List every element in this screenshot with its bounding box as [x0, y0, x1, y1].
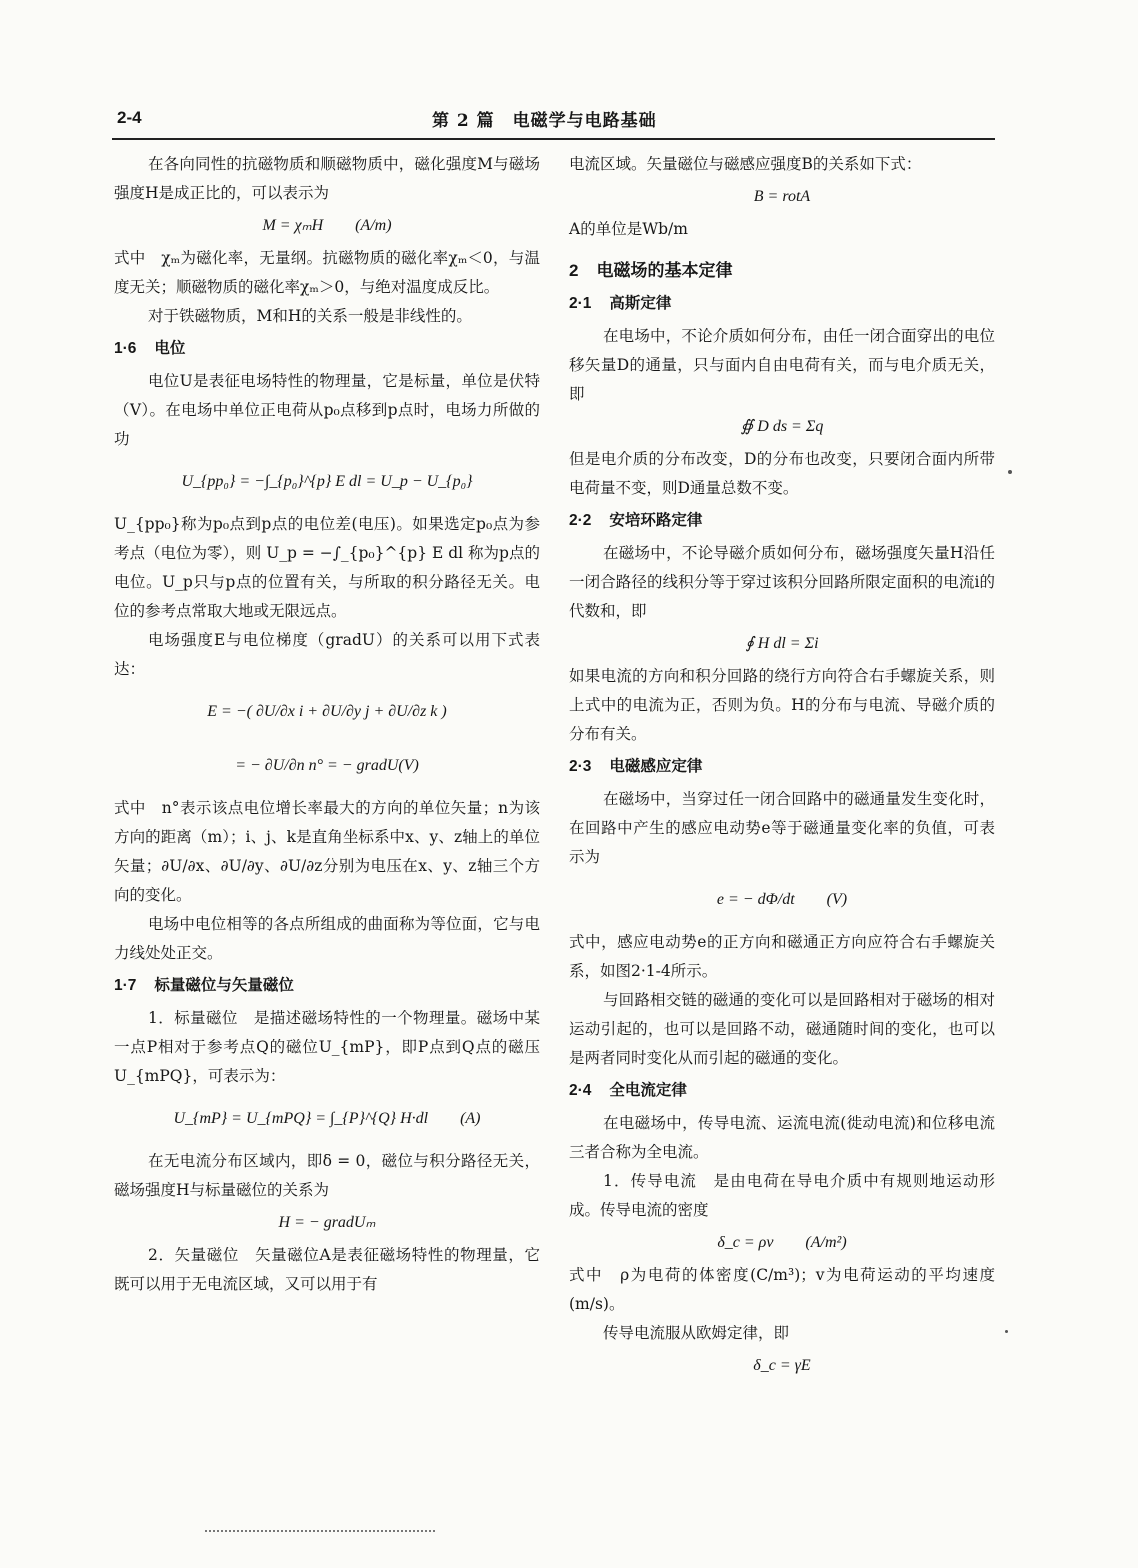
section-heading	[114, 970, 540, 1000]
section-title: 标量磁位与矢量磁位	[154, 975, 294, 994]
page-header	[0, 0, 1138, 150]
paragraph: 在各向同性的抗磁物质和顺磁物质中，磁化强度M与磁场强度H是成正比的，可以表示为	[114, 155, 540, 202]
paragraph: 电位U是表征电场特性的物理量，它是标量，单位是伏特（V）。在电场中单位正电荷从p₀点移到p点时，电场力所做的功	[114, 372, 540, 448]
section-heading	[114, 333, 540, 363]
left-column	[114, 150, 540, 1299]
section-title: 电磁感应定律	[609, 756, 703, 775]
running-title: 第 2 篇 电磁学与电路基础	[432, 111, 657, 131]
section-title: 安培环路定律	[609, 510, 703, 529]
section-number: 2·1	[569, 295, 592, 312]
paragraph: 与回路相交链的磁通的变化可以是回路相对于磁场的相对运动引起的，也可以是回路不动，磁通随时间的变化，也可以是两者同时变化从而引起的磁通的变化。	[569, 991, 995, 1067]
paragraph: 电场中电位相等的各点所组成的曲面称为等位面，它与电力线处处正交。	[114, 915, 540, 962]
equation: U_{mP} = U_{mPQ} = ∫_{P}^{Q} H·dl (A)	[173, 1110, 481, 1127]
paragraph: 如果电流的方向和积分回路的绕行方向符合右手螺旋关系，则上式中的电流为正，否则为负。H的分布与电流、导磁介质的分布有关。	[569, 667, 995, 743]
scan-artifact-line	[205, 1530, 435, 1532]
equation: U_{pp₀} = −∫_{p₀}^{p} E dl = U_p − U_{p₀}	[181, 473, 473, 490]
equation: H = − gradUₘ	[278, 1214, 376, 1231]
section-heading	[569, 256, 995, 286]
equation: ∮ H dl = Σi	[745, 635, 819, 652]
paragraph: 在无电流分布区域内，即δ = 0，磁位与积分路径无关，磁场强度H与标量磁位的关系为	[114, 1152, 540, 1199]
paragraph: 传导电流服从欧姆定律，即	[603, 1324, 790, 1342]
paragraph: 在磁场中，当穿过任一闭合回路中的磁通量发生变化时，在回路中产生的感应电动势e等于磁通量变化率的负值，可表示为	[569, 790, 995, 866]
scan-speck	[1005, 1330, 1008, 1333]
paragraph: 式中 ρ为电荷的体密度(C/m³)；v为电荷运动的平均速度(m/s)。	[569, 1266, 995, 1313]
right-column	[569, 150, 995, 1384]
section-number: 1·6	[114, 340, 137, 357]
section-title: 电位	[154, 338, 186, 357]
section-number: 2·2	[569, 512, 592, 529]
section-number: 2	[569, 261, 579, 280]
equation: M = χₘH (A/m)	[262, 217, 392, 234]
section-number: 2·4	[569, 1082, 592, 1099]
paragraph: 1．传导电流 是由电荷在导电介质中有规则地运动形成。传导电流的密度	[569, 1172, 995, 1219]
section-number: 2·3	[569, 758, 592, 775]
equation: δ_c = γE	[753, 1357, 811, 1374]
paragraph: 在电磁场中，传导电流、运流电流(徙动电流)和位移电流三者合称为全电流。	[569, 1114, 995, 1161]
scan-speck	[1008, 470, 1012, 474]
section-heading	[569, 288, 995, 318]
paragraph: 式中 χₘ为磁化率，无量纲。抗磁物质的磁化率χₘ＜0，与温度无关；顺磁物质的磁化率χₘ＞0，与绝对温度成反比。	[114, 249, 540, 296]
paragraph: 2．矢量磁位 矢量磁位A是表征磁场特性的物理量，它既可以用于无电流区域，又可以用于有	[114, 1246, 540, 1293]
paragraph: 式中 n°表示该点电位增长率最大的方向的单位矢量；n为该方向的距离（m）；i、j、k是直角坐标系中x、y、z轴上的单位矢量；∂U/∂x、∂U/∂y、∂U/∂z分别为电压在x、y、z轴三个方向的变化。	[114, 799, 540, 904]
equation: e = − dΦ/dt (V)	[716, 891, 848, 908]
section-number: 1·7	[114, 977, 137, 994]
section-heading	[569, 505, 995, 535]
page-number: 2-4	[117, 108, 142, 127]
section-heading	[569, 751, 995, 781]
paragraph: 对于铁磁物质，M和H的关系一般是非线性的。	[148, 307, 472, 325]
paragraph: A的单位是Wb/m	[569, 220, 688, 238]
paragraph: 电场强度E与电位梯度（gradU）的关系可以用下式表达：	[114, 631, 540, 678]
section-heading	[569, 1075, 995, 1105]
equation: δ_c = ρv (A/m²)	[717, 1234, 847, 1251]
equation: = − ∂U/∂n n° = − gradU(V)	[235, 757, 419, 774]
paragraph: U_{pp₀}称为p₀点到p点的电位差(电压)。如果选定p₀点为参考点（电位为零），则 U_p = −∫_{p₀}^{p} E dl 称为p点的电位。U_p只与p点的位置有关，与所取的积分路径无关。电位的参考点常取大地或无限远点。	[114, 515, 540, 620]
paragraph: 在磁场中，不论导磁介质如何分布，磁场强度矢量H沿任一闭合路径的线积分等于穿过该积分回路所限定面积的电流i的代数和，即	[569, 544, 995, 620]
paragraph: 1．标量磁位 是描述磁场特性的一个物理量。磁场中某一点P相对于参考点Q的磁位U_{mP}，即P点到Q点的磁压U_{mPQ}，可表示为：	[114, 1009, 540, 1085]
section-title: 全电流定律	[609, 1080, 687, 1099]
paragraph: 在电场中，不论介质如何分布，由任一闭合面穿出的电位移矢量D的通量，只与面内自由电荷有关，而与电介质无关，即	[569, 327, 995, 403]
paragraph: 式中，感应电动势e的正方向和磁通正方向应符合右手螺旋关系，如图2·1-4所示。	[569, 933, 995, 980]
paragraph: 但是电介质的分布改变，D的分布也改变，只要闭合面内所带电荷量不变，则D通量总数不变。	[569, 450, 995, 497]
equation: B = rotA	[753, 188, 811, 205]
section-title: 高斯定律	[609, 293, 672, 312]
header-rule	[112, 138, 995, 140]
equation: ∯ D ds = Σq	[740, 418, 824, 435]
paragraph: 电流区域。矢量磁位与磁感应强度B的关系如下式：	[569, 155, 922, 173]
section-title: 电磁场的基本定律	[596, 261, 733, 281]
equation: E = −( ∂U/∂x i + ∂U/∂y j + ∂U/∂z k )	[207, 703, 447, 720]
